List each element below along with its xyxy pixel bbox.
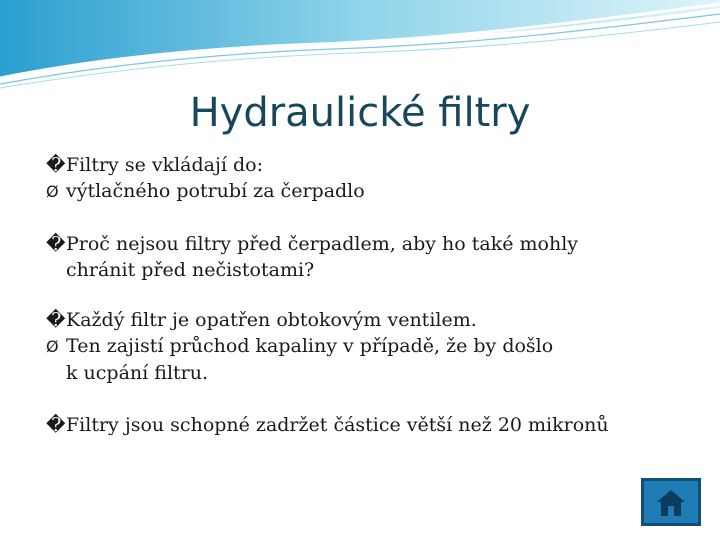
home-button[interactable] [641, 478, 701, 526]
arrow-bullet-icon: Ø [46, 182, 59, 201]
bullet-icon: � [46, 414, 66, 436]
bullet-icon: � [46, 154, 66, 176]
list-item: �Proč nejsou filtry před čerpadlem, aby ho také mohly [46, 233, 579, 255]
slide-title: Hydraulické filtry [189, 90, 531, 136]
header-wave-decoration [0, 0, 720, 90]
list-item-continuation: k ucpání filtru. [66, 362, 209, 384]
list-item: �Každý filtr je opatřen obtokovým ventilem. [46, 309, 477, 331]
list-item-continuation: chránit před nečistotami? [66, 259, 315, 281]
list-item: Ø výtlačného potrubí za čerpadlo [46, 178, 666, 205]
slide-content [46, 152, 666, 438]
list-item: Ø Ten zajistí průchod kapaliny v případě, že by došlo [46, 333, 666, 360]
home-icon [654, 487, 688, 519]
list-item: �Filtry jsou schopné zadržet částice větší než 20 mikronů [46, 414, 609, 436]
bullet-icon: � [46, 309, 66, 331]
arrow-bullet-icon: Ø [46, 337, 59, 356]
bullet-icon: � [46, 233, 66, 255]
list-item: �Filtry se vkládají do: [46, 154, 264, 176]
